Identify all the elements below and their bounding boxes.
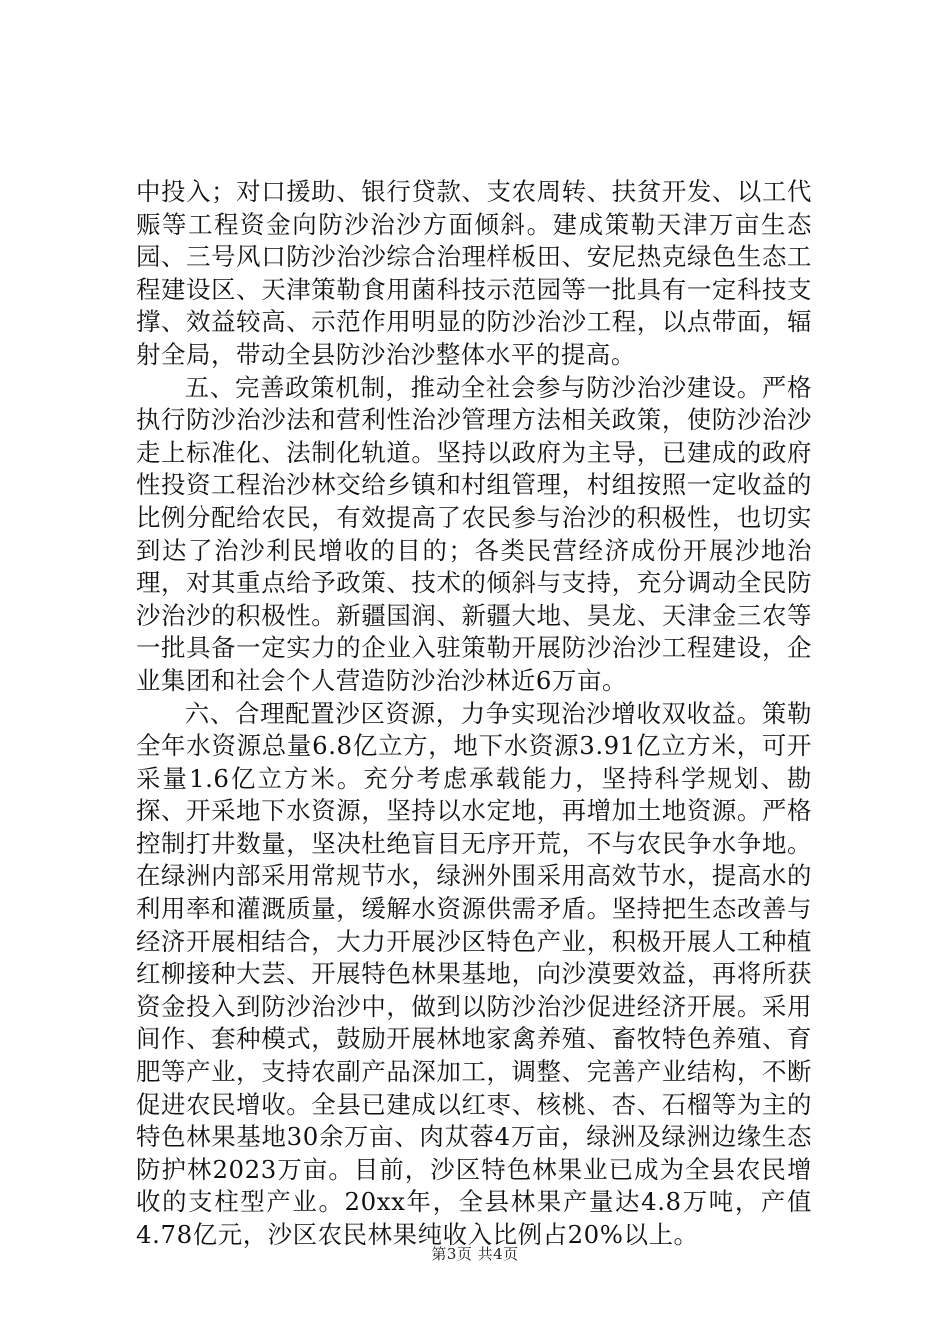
paragraph-continuation: 中投入；对口援助、银行贷款、支农周转、扶贫开发、以工代赈等工程资金向防沙治沙方面倾斜。建成策勒天津万亩生态园、三号风口防沙治沙综合治理样板田、安尼热克绿色生态工程建设区、天津策勒食用菌科技示范园等一批具有一定科技支撑、效益较高、示范作用明显的防沙治沙工程，以点带面，辐射全局，带动全县防沙治沙整体水平的提高。	[136, 177, 812, 369]
paragraph-resource-allocation: 六、合理配置沙区资源，力争实现治沙增收双收益。策勒全年水资源总量6.8亿立方，地下水资源3.91亿立方米，可开采量1.6亿立方米。充分考虑承载能力，坚持科学规划、勘探、开采地下水资源，坚持以水定地，再增加土地资源。严格控制打井数量，坚决杜绝盲目无序开荒，不与农民争水争地。在绿洲内部采用常规节水，绿洲外围采用高效节水，提高水的利用率和灌溉质量，缓解水资源供需矛盾。坚持把生态改善与经济开展相结合，大力开展沙区特色产业，积极开展人工种植红柳接种大芸、开展特色林果基地，向沙漠要效益，再将所获资金投入到防沙治沙中，做到以防沙治沙促进经济开展。采用间作、套种模式，鼓励开展林地家禽养殖、畜牧特色养殖、育肥等产业，支持农副产品深加工，调整、完善产业结构，不断促进农民增收。全县已建成以红枣、核桃、杏、石榴等为主的特色林果基地30余万亩、肉苁蓉4万亩，绿洲及绿洲边缘生态防护林2023万亩。目前，沙区特色林果业已成为全县农民增收的支柱型产业。20xx年，全县林果产量达4.8万吨，产值4.78亿元，沙区农民林果纯收入比例占20%以上。	[136, 698, 812, 1249]
paragraph-policy-mechanism: 五、完善政策机制，推动全社会参与防沙治沙建设。严格执行防沙治沙法和营利性治沙管理方法相关政策，使防沙治沙走上标准化、法制化轨道。坚持以政府为主导，已建成的政府性投资工程治沙林交给乡镇和村组管理，村组按照一定收益的比例分配给农民，有效提高了农民参与治沙的积极性，也切实到达了治沙利民增收的目的；各类民营经济成份开展沙地治理，对其重点给予政策、技术的倾斜与支持，充分调动全民防沙治沙的积极性。新疆国润、新疆大地、昊龙、天津金三农等一批具备一定实力的企业入驻策勒开展防沙治沙工程建设，企业集团和社会个人营造防沙治沙林近6万亩。	[136, 372, 812, 695]
page-number-footer: 第3页 共4页	[431, 1245, 519, 1263]
document-body	[136, 176, 812, 1252]
